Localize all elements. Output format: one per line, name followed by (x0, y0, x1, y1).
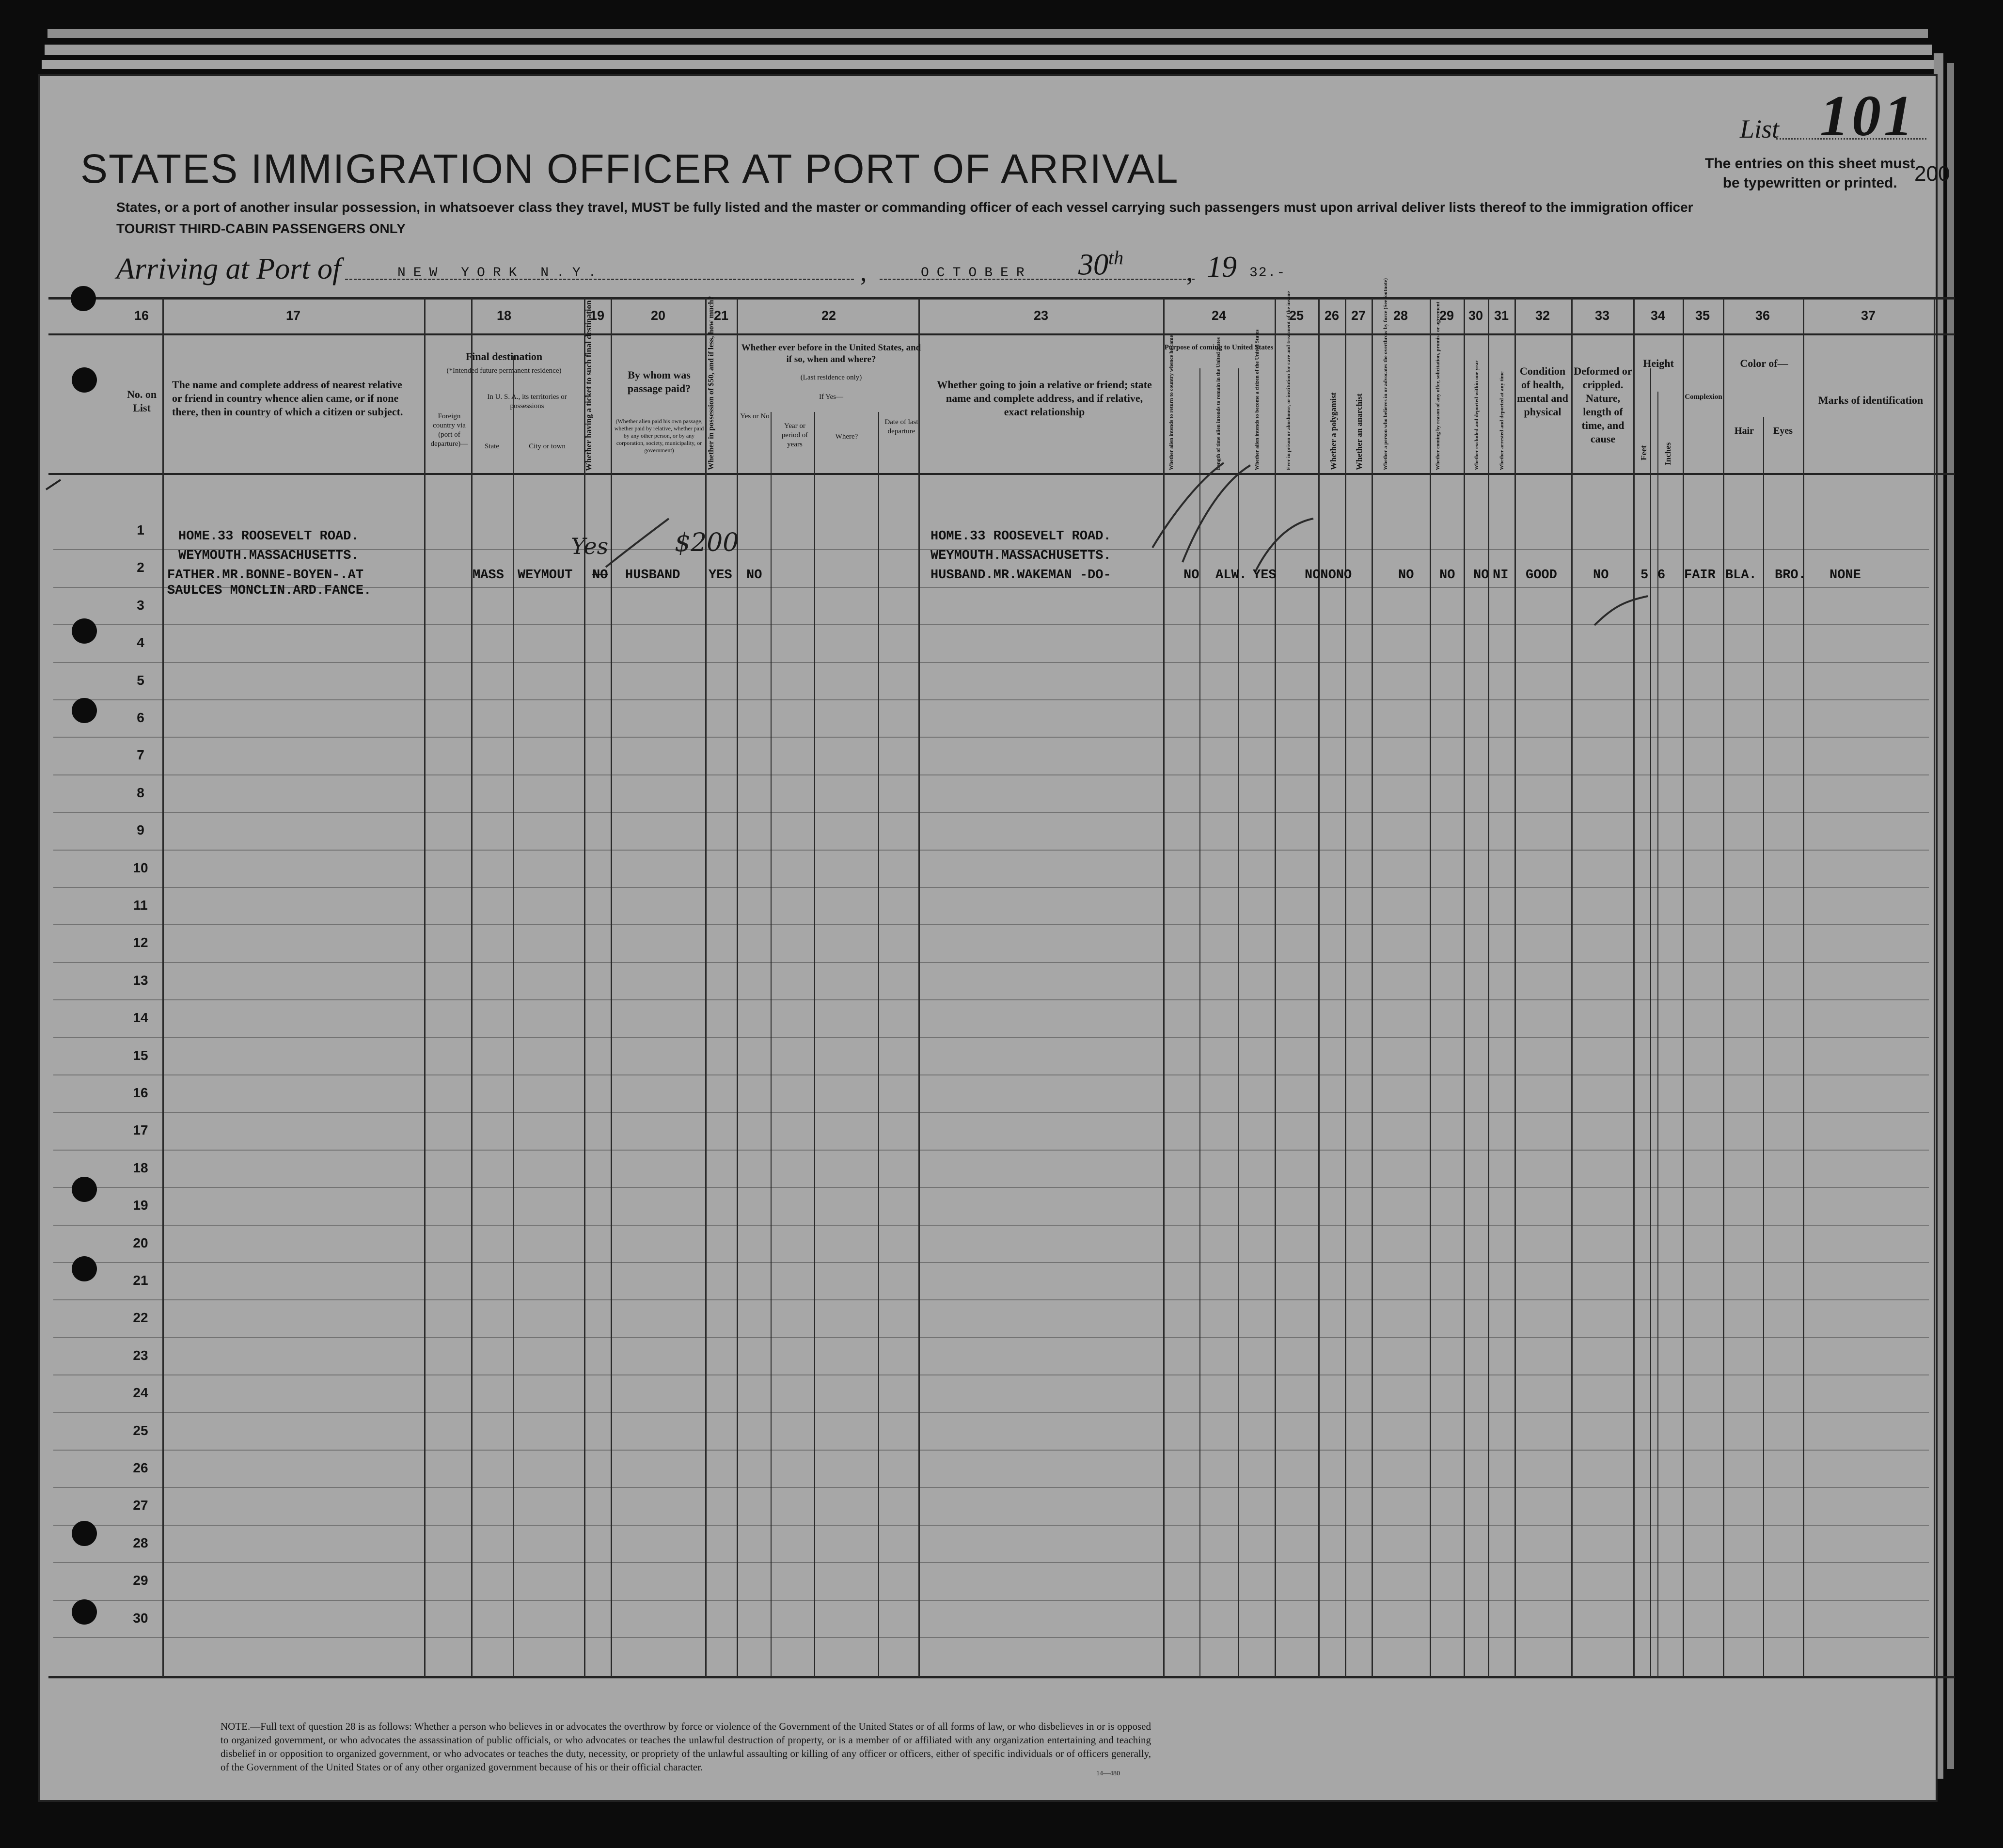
column-number: 33 (1594, 308, 1610, 323)
header-marks: Marks of identification (1818, 394, 1924, 406)
year-prefix: 19 (1207, 251, 1237, 284)
header-fifty-dollars: Whether in possession of $50, and if less, how much? (707, 296, 715, 470)
health-answer: GOOD (1526, 568, 1557, 583)
day-suffix: th (1108, 247, 1124, 269)
page-title: STATES IMMIGRATION OFFICER AT PORT OF ARRIVAL (80, 146, 1179, 191)
relative-address-line-2: WEYMOUTH.MASSACHUSETTS. (178, 549, 359, 563)
typewritten-note-line-2: be typewritten or printed. (1722, 175, 1897, 191)
ticket-handwritten: Yes (571, 533, 609, 559)
header-yes-no: Yes or No (740, 412, 770, 420)
column-number: 26 (1324, 308, 1340, 323)
row-number: 18 (133, 1160, 148, 1175)
purpose-return: NO (1183, 568, 1199, 583)
column-number: 29 (1439, 308, 1454, 323)
join-relative-line-3: HUSBAND.MR.WAKEMAN -DO- (931, 568, 1111, 583)
row-number: 23 (133, 1347, 148, 1363)
relative-address-line-1: HOME.33 ROOSEVELT ROAD. (178, 529, 359, 544)
list-number: 101 (1820, 83, 1916, 148)
dest-city: WEYMOUT (518, 568, 573, 583)
binder-hole (72, 1177, 97, 1202)
row-number: 5 (137, 672, 144, 688)
header-ticket: Whether having a ticket to such final destination (584, 300, 593, 471)
row-number: 29 (133, 1573, 148, 1588)
row-number: 24 (133, 1385, 148, 1401)
row-number: 14 (133, 1010, 148, 1026)
header-usa: In U. S. A., its territories or possessions (487, 393, 567, 410)
pencil-stroke (1152, 463, 1224, 548)
header-anarchist: Whether an anarchist (1355, 393, 1364, 470)
header-arrested: Whether arrested and deported at any time (1499, 371, 1505, 470)
header-hair: Hair (1735, 426, 1754, 436)
footnote-question-28: NOTE.—Full text of question 28 is as follows: Whether a person who believes in or advocates the overthrow by force or violence of the Government of the United States or of all forms of law, or who disbelieves in or is opposed to organized government, or who advocates the assassination of public officials, or who advocates or teaches the unlawful destruction of property, or is a member of or affiliated with any organization entertaining and teaching disbelief in or opposition to organized government, or who advocates or teaches the duty, necessity, or propriety of the unlawful assaulting or killing of any officer or officers, either of specific individuals or of officers generally, of the Government of the United States or of any other organized government because of his or their official character. (221, 1721, 1151, 1773)
row-number: 9 (137, 822, 144, 838)
marks-answer: NONE (1830, 568, 1861, 583)
row-number: 20 (133, 1235, 148, 1250)
day-number: 30 (1078, 248, 1108, 282)
header-join-relative: Whether going to join a relative or friend; state name and complete address, and if relative, exact relationship (937, 379, 1152, 418)
pencil-stroke (606, 519, 669, 567)
row-number: 27 (133, 1498, 148, 1513)
money-typed: YES (709, 568, 732, 583)
ticket-typed: NO (592, 568, 608, 583)
row-number: 7 (137, 747, 144, 763)
passage-paid: HUSBAND (625, 568, 680, 583)
header-foreign-country: Foreign country via (port of departure)— (430, 412, 468, 448)
column-number: 24 (1211, 308, 1227, 323)
header-passage-paid-sub: (Whether alien paid his own passage, whether paid by relative, whether paid by any other person, or by any corporation, society, municipality, or government) (614, 418, 704, 454)
complexion-answer: FAIR (1684, 568, 1716, 583)
pencil-stroke (1255, 519, 1313, 572)
money-handwritten: $200 (675, 528, 739, 557)
column-number: 35 (1695, 308, 1710, 323)
dest-state: MASS (473, 568, 504, 583)
column-number: 36 (1755, 308, 1770, 323)
instruction-line: States, or a port of another insular possession, in whatsoever class they travel, MUST be fully listed and the master or commanding officer of each vessel carrying such passengers must upon arrival deliver lists thereof to the immigration officer (116, 200, 1693, 215)
pencil-stroke (1183, 465, 1250, 562)
row-number: 21 (133, 1273, 148, 1288)
pencil-stroke (46, 480, 61, 490)
column-number: 20 (650, 308, 666, 323)
row-number: 1 (137, 522, 144, 537)
row-number: 15 (133, 1047, 148, 1063)
row-number: 12 (133, 935, 148, 950)
header-purpose-citizen: Whether alien intends to become a citizen of the United States (1254, 329, 1260, 470)
deformed-answer: NO (1593, 568, 1609, 583)
relative-address-line-4: SAULCES MONCLIN.ARD.FANCE. (167, 584, 372, 598)
offer-answer: NO (1439, 568, 1455, 583)
port-value: NEW YORK N.Y. (397, 266, 604, 281)
header-final-destination-sub: (*Intended future permanent residence) (446, 367, 562, 375)
list-label: List (1740, 114, 1780, 143)
header-deformed: Deformed or crippled. Nature, length of time, and cause (1574, 365, 1632, 445)
header-final-destination: Final destination (465, 350, 543, 363)
year-value: 32.- (1249, 266, 1286, 281)
ever-before-typed: NO (746, 568, 762, 583)
header-height: Height (1643, 357, 1674, 369)
excluded-answer: NO (1473, 568, 1489, 583)
header-offer: Whether coming by reason of any offer, solicitation, promise or agreement (1435, 301, 1441, 470)
column-number: 22 (821, 308, 836, 323)
header-color-of: Color of— (1740, 357, 1788, 369)
comma: , (860, 257, 867, 286)
eyes-answer: BRO. (1775, 568, 1806, 583)
row-number: 16 (133, 1085, 148, 1100)
binder-hole (72, 1521, 97, 1546)
prison-polygamist-anarchist: NONONO (1305, 568, 1352, 583)
height-feet: 5 (1640, 568, 1649, 583)
hair-answer: BLA. (1725, 568, 1757, 583)
binder-hole (72, 1599, 97, 1625)
column-number: 31 (1494, 308, 1509, 323)
row-number: 6 (137, 710, 144, 725)
binder-hole (72, 1256, 97, 1281)
form-number: 14—480 (1096, 1770, 1120, 1777)
column-number: 32 (1535, 308, 1550, 323)
row-number: 2 (137, 560, 144, 575)
class-line: TOURIST THIRD-CABIN PASSENGERS ONLY (116, 221, 406, 236)
purpose-length: ALW. (1215, 568, 1247, 583)
row-number: 22 (133, 1310, 148, 1326)
binder-hole (72, 618, 97, 644)
purpose-citizen: YES (1253, 568, 1277, 583)
header-eyes: Eyes (1773, 426, 1793, 436)
header-overthrow: Whether a person who believes in or advocates the overthrow by force (See footnote) (1383, 278, 1388, 470)
pencil-stroke (1594, 596, 1648, 625)
row-number: 3 (137, 597, 144, 613)
overthrow-answer: NO (1398, 568, 1414, 583)
column-number: 17 (285, 308, 301, 323)
header-state: State (485, 442, 499, 450)
column-number: 18 (496, 308, 512, 323)
row-number: 30 (133, 1610, 148, 1626)
relative-address-line-3: FATHER.MR.BONNE-BOYEN-.AT (167, 568, 364, 583)
row-number: 28 (133, 1535, 148, 1550)
header-polygamist: Whether a polygamist (1329, 392, 1338, 470)
header-health: Condition of health, mental and physical (1517, 365, 1568, 418)
month-value: OCTOBER (921, 266, 1032, 281)
header-complexion: Complexion (1685, 393, 1722, 401)
header-passage-paid: By whom was passage paid? (627, 369, 691, 395)
header-date-last-departure: Date of last departure (884, 418, 918, 435)
header-prison: Ever in prison or almshouse, or institution for care and treatment of the insane (1286, 291, 1292, 470)
header-no-on-list: No. on List (126, 388, 157, 414)
row-number: 26 (133, 1460, 148, 1475)
header-inches: Inches (1663, 442, 1672, 465)
column-number: 19 (589, 308, 605, 323)
column-number: 34 (1650, 308, 1666, 323)
header-purpose-return: Whether alien intends to return to country whence he came (1168, 335, 1174, 470)
header-year: Year or period of years (781, 422, 808, 448)
typewritten-note-line-1: The entries on this sheet must (1705, 156, 1915, 172)
column-number: 37 (1861, 308, 1876, 323)
header-purpose-length: Length of time alien intends to remain in the United States (1215, 337, 1221, 470)
column-number: 21 (713, 308, 729, 323)
height-inches: 6 (1657, 568, 1666, 583)
header-excluded: Whether excluded and deported within one year (1474, 360, 1480, 470)
row-number: 25 (133, 1422, 148, 1438)
header-nearest-relative: The name and complete address of nearest relative or friend in country whence alien came, or if none there, then in country of which a citizen or subject. (172, 379, 403, 418)
comma: , (1186, 257, 1193, 286)
sheet-number: 200 (1914, 162, 1950, 186)
row-number: 13 (133, 972, 148, 988)
binder-hole (72, 698, 97, 723)
row-number: 8 (137, 785, 144, 800)
binder-hole (71, 286, 96, 311)
header-where: Where? (835, 433, 858, 441)
join-relative-line-2: WEYMOUTH.MASSACHUSETTS. (931, 549, 1111, 563)
header-if-yes: If Yes— (819, 393, 843, 401)
header-ever-before: Whether ever before in the United States, and if so, when and where? (741, 343, 921, 364)
row-number: 19 (133, 1198, 148, 1213)
column-number: 28 (1393, 308, 1408, 323)
header-purpose: Purpose of coming to United States (1164, 344, 1274, 351)
header-feet: Feet (1639, 445, 1648, 460)
row-number: 10 (133, 860, 148, 875)
header-city: City or town (529, 442, 566, 450)
column-number: 27 (1351, 308, 1366, 323)
column-number: 30 (1468, 308, 1483, 323)
column-number: 23 (1033, 308, 1049, 323)
row-number: 11 (133, 898, 148, 913)
join-relative-line-1: HOME.33 ROOSEVELT ROAD. (931, 529, 1111, 544)
column-number: 25 (1289, 308, 1304, 323)
header-ever-before-sub: (Last residence only) (800, 374, 862, 381)
row-number: 17 (133, 1122, 148, 1138)
column-number: 16 (134, 308, 149, 323)
arriving-label: Arriving at Port of (116, 253, 341, 285)
arrested-answer: NI (1493, 568, 1509, 583)
row-number: 4 (137, 635, 144, 650)
binder-hole (72, 367, 97, 393)
